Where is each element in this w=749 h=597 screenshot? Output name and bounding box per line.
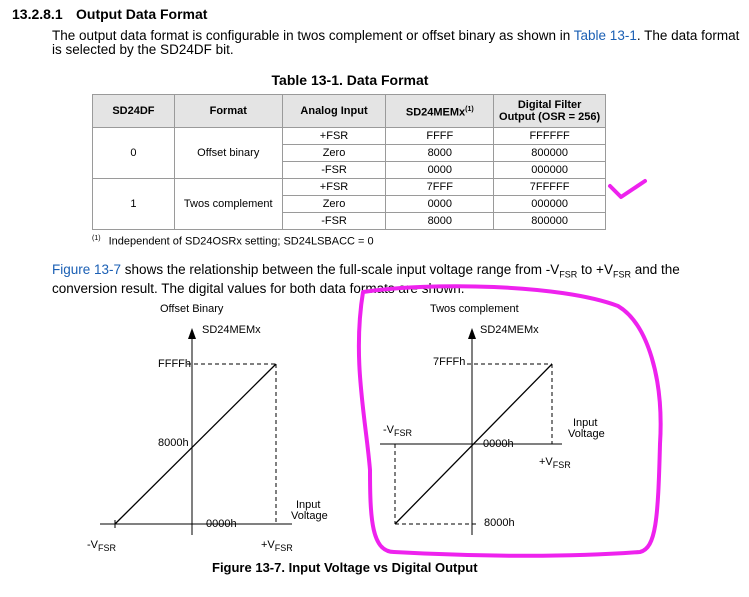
cell-input: Zero (282, 196, 386, 213)
header-sd24df: SD24DF (93, 95, 175, 128)
cell-mem: 8000 (386, 145, 494, 162)
footnote-text: Independent of SD24OSRx setting; SD24LSBACC = 0 (108, 235, 374, 248)
left-graph-title: Offset Binary (160, 303, 224, 315)
right-input-label-2: Voltage (568, 428, 605, 440)
cell-input: Zero (282, 145, 386, 162)
right-neg-fsr-sub: FSR (394, 428, 412, 439)
relationship-text: shows the relationship between the full-scale input voltage range from -V (121, 262, 560, 277)
left-neg-v: -V (87, 539, 98, 551)
relationship-text: to +V (577, 262, 613, 277)
left-input-label-2: Voltage (291, 510, 328, 522)
table-title: Table 13-1. Data Format (271, 72, 429, 88)
right-pos-v: +V (539, 456, 553, 468)
right-zero-value: 0000h (483, 438, 514, 450)
cell-mem: 0000 (386, 162, 494, 179)
header-format: Format (174, 95, 282, 128)
cell-mem: 8000 (386, 213, 494, 230)
cell-mem: 0000 (386, 196, 494, 213)
cell-input: +FSR (282, 128, 386, 145)
section-title: Output Data Format (76, 6, 208, 22)
left-pos-fsr-sub: FSR (274, 543, 293, 554)
right-top-value: 7FFFh (433, 356, 466, 368)
header-filter-line2: Output (OSR = 256) (499, 111, 601, 123)
right-bottom-value: 8000h (484, 517, 515, 529)
cell-filter: 800000 (494, 213, 606, 230)
cell-format: Twos complement (174, 179, 282, 230)
figure-link[interactable]: Figure 13-7 (52, 262, 122, 277)
cell-filter: 000000 (494, 196, 606, 213)
table-link[interactable]: Table 13-1 (573, 28, 637, 43)
right-neg-v: -V (383, 424, 394, 436)
right-input-label-1: Input (573, 417, 598, 429)
section-number: 13.2.8.1 (12, 6, 63, 22)
left-top-value: FFFFh (158, 358, 191, 370)
header-analog-input: Analog Input (282, 95, 386, 128)
cell-df: 0 (93, 128, 175, 179)
footnote-mark: (1) (92, 235, 101, 242)
cell-input: -FSR (282, 213, 386, 230)
left-input-label-1: Input (296, 499, 321, 511)
relationship-subscript: FSR (559, 269, 578, 280)
figure-caption: Figure 13-7. Input Voltage vs Digital Output (212, 560, 478, 575)
intro-text-end: . The data format is selected by the SD24DF bit. (52, 28, 740, 57)
left-transfer-line (115, 364, 276, 524)
cell-mem: FFFF (386, 128, 494, 145)
cell-df: 1 (93, 179, 175, 230)
left-zero-value: 0000h (206, 518, 237, 530)
header-sd24memx-label: SD24MEMx (405, 106, 466, 119)
checkmark-annotation (610, 181, 645, 197)
cell-input: -FSR (282, 162, 386, 179)
intro-text: The output data format is configurable in twos complement or offset binary as shown in (52, 28, 574, 43)
relationship-text: and the (630, 262, 680, 277)
right-y-arrow (468, 328, 476, 339)
left-mid-value: 8000h (158, 437, 189, 449)
cell-filter: 000000 (494, 162, 606, 179)
left-pos-v: +V (261, 539, 275, 551)
cell-filter: FFFFFF (494, 128, 606, 145)
left-axis-label: SD24MEMx (202, 324, 261, 336)
cell-mem: 7FFF (386, 179, 494, 196)
cell-filter: 800000 (494, 145, 606, 162)
header-filter-line1: Digital Filter (517, 99, 582, 111)
cell-filter: 7FFFFF (494, 179, 606, 196)
right-axis-label: SD24MEMx (480, 324, 539, 336)
left-y-arrow (188, 328, 196, 339)
relationship-subscript: FSR (612, 269, 631, 280)
cell-input: +FSR (282, 179, 386, 196)
footnote-ref: (1) (465, 105, 474, 113)
relationship-line2: conversion result. The digital values for both data formats are shown. (52, 280, 465, 296)
left-neg-fsr-sub: FSR (98, 543, 116, 554)
right-pos-fsr-sub: FSR (552, 460, 571, 471)
right-graph-title: Twos complement (430, 303, 519, 315)
cell-format: Offset binary (174, 128, 282, 179)
